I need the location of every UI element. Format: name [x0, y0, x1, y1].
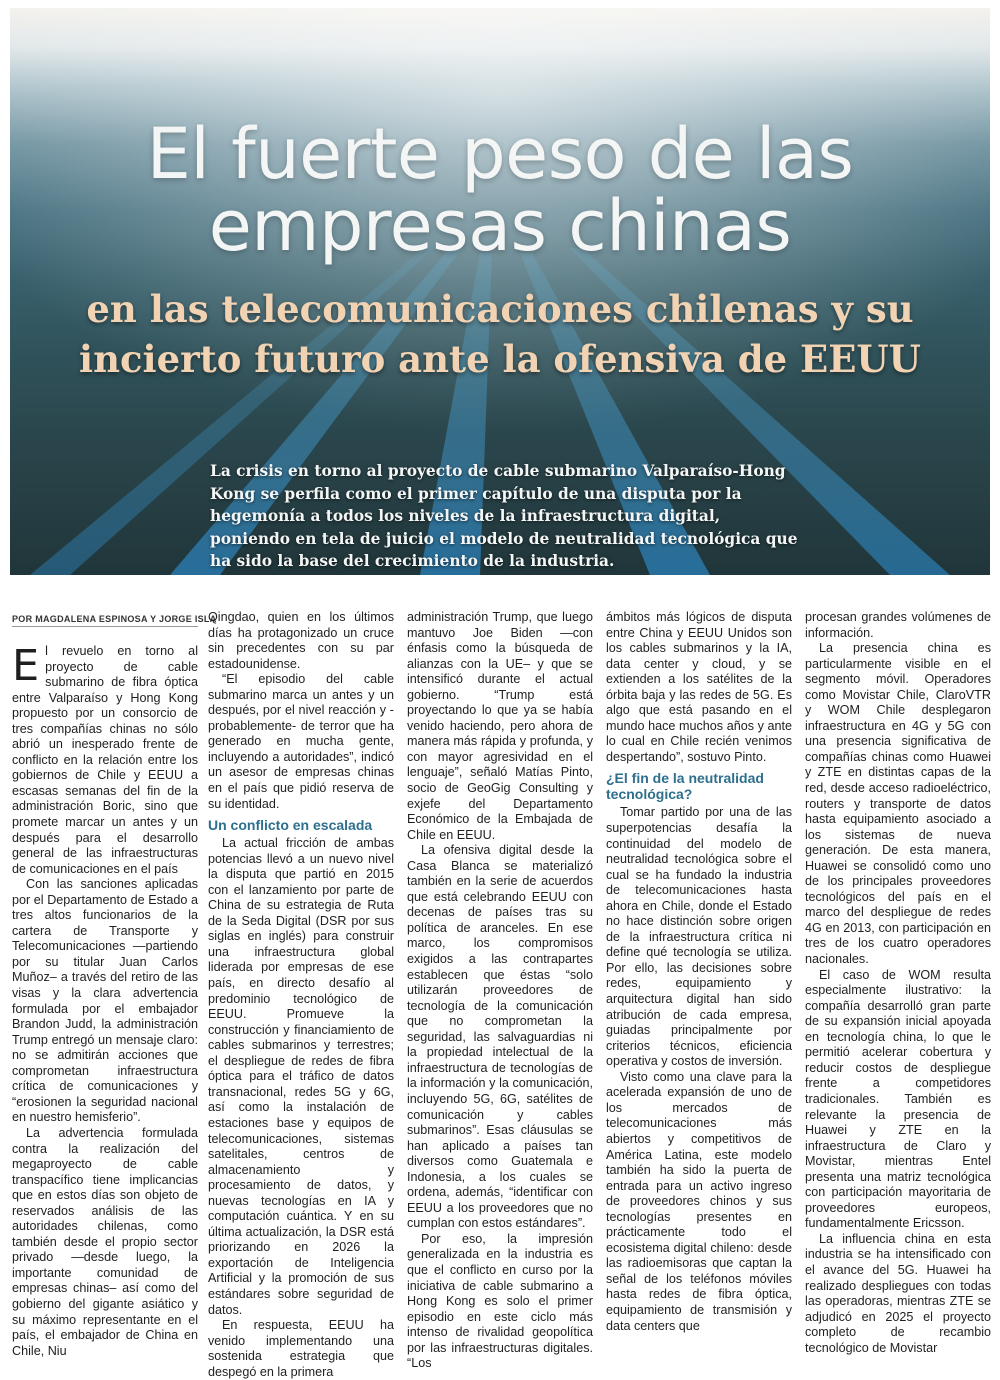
- paragraph: Por eso, la impresión generalizada en la industria es que el conflicto en curso por la iniciativa de cable submarino a Hong Kong es solo el primer episodio en este ciclo más intenso de rivalidad geopolítica por las infraestructuras digitales. “Los: [407, 1231, 593, 1371]
- paragraph: Visto como una clave para la acelerada expansión de uno de los mercados de telecomunicaciones más abiertos y competitivos de América Latina, este modelo también ha sido la puerta de entrada para un activo ingreso de proveedores chinos y sus tecnologías presentes en prácticamente todo el ecosistema digital chileno: desde las radioemisoras que captan la señal de los teléfonos móviles hasta redes de fibra óptica, equipamiento de transmisión y data centers que: [606, 1069, 792, 1333]
- paragraph: La actual fricción de ambas potencias llevó a un nuevo nivel la disputa que partió en 2015 con el lanzamiento por parte de China de su estrategia de Ruta de la Seda Digital (DSR por sus siglas en inglés) para construir una infraestructura global liderada por empresas de ese país, en directo desafío al predominio tecnológico de EEUU. Promueve la construcción y financiamiento de cables submarinos y terrestres; el despliegue de redes de fibra óptica para el tráfico de datos transnacional, redes 5G y 6G, así como la instalación de estaciones base y equipos de telecomunicaciones, sistemas satelitales, centros de almacenamiento y procesamiento de datos, y nuevas tecnologías en IA y computación cuántica. Y en su última actualización, la DSR está priorizando en 2026 la exportación de Inteligencia Artificial y la promoción de sus estándares sobre seguridad de datos.: [208, 836, 394, 1317]
- paragraph: Con las sanciones aplicadas por el Departamento de Estado a tres altos funcionarios de la cartera de Transporte y Telecomunicaciones —partiendo por su titular Juan Carlos Muñoz– a través del retiro de las visas y la clara advertencia formulada por el embajador Brandon Judd, la administración Trump entregó un mensaje claro: no se admitirán acciones que comprometan infraestructura crítica de comunicaciones y “erosionen la seguridad nacional en nuestro hemisferio”.: [12, 877, 198, 1125]
- column-3: [407, 610, 593, 1372]
- paragraph: ámbitos más lógicos de disputa entre China y EEUU Unidos son los cables submarinos y la IA, data center y cloud, y se extienden a los satélites de la órbita baja y las redes de 5G. Es algo que está pasando en el mundo hace muchos años y ante lo cual en Chile recién venimos despertando”, sostuvo Pinto.: [606, 610, 792, 764]
- section-heading: Un conflicto en escalada: [208, 817, 373, 834]
- hero-image: [10, 8, 990, 575]
- byline-divider: [12, 626, 198, 627]
- paragraph: El revuelo en torno al proyecto de cable submarino de fibra óptica entre Valparaíso y Hong Kong propuesto por un consorcio de tres compañías chinas no sólo abrió un inesperado frente de conflicto en la relación entre los gobiernos de Chile y EEUU a escasas semanas del fin de la administración Boric, sino que promete marcar un antes y un después para el desarrollo general de las infraestructuras de comunicaciones en el país: [12, 641, 198, 876]
- paragraph: La presencia china es particularmente visible en el segmento móvil. Operadores como Movistar Chile, ClaroVTR y WOM Chile desplegaron infraestructura en 4G y 5G con una presencia significativa de compañías chinas como Huawei y ZTE en distintas capas de la red, desde acceso radioeléctrico, routers y transporte de datos hasta equipamiento asociado a los sistemas de nueva generación. De esta manera, Huawei se consolidó como uno de los principales proveedores tecnológicos del país en el marco del despliegue de redes 4G en 2013, con participación en tres de los cuatro operadores nacionales.: [805, 641, 991, 967]
- drop-cap: E: [12, 641, 40, 691]
- paragraph: En respuesta, EEUU ha venido implementando una sostenida estrategia que despegó en la primera: [208, 1318, 394, 1379]
- section-heading: ¿El fin de la neutralidad tecnológica?: [606, 770, 764, 803]
- paragraph: La advertencia formulada contra la realización del megaproyecto de cable transpacífico tiene implicancias que en estos días son objeto de reservados análisis de las autoridades chilenas, como también desde el propio sector privado —desde luego, la importante comunidad de empresas chinas– así como del gobierno del gigante asiático y su máximo representante en el país, el embajador de China en Chile, Niu: [12, 1125, 198, 1358]
- paragraph: Tomar partido por una de las superpotencias desafía la continuidad del modelo de neutralidad tecnológica sobre el cual se ha fundado la industria de telecomunicaciones hasta ahora en Chile, donde el Estado no hace distinción sobre origen de la infraestructura crítica ni define qué tecnología se utiliza. Por ello, las decisiones sobre redes, equipamiento y arquitectura digital han sido atribución de cada empresa, guiadas principalmente por criterios técnicos, eficiencia operativa y costos de inversión.: [606, 805, 792, 1069]
- paragraph: El caso de WOM resulta especialmente ilustrativo: la compañía desarrolló gran parte de su expansión inicial apoyada en tecnología china, lo que le permitió acelerar cobertura y reducir costos de despliegue frente a competidores tradicionales. También es relevante la presencia de Huawei y ZTE en la infraestructura de Claro y Movistar, mientras Entel presenta una matriz tecnológica con participación mayoritaria de proveedores europeos, fundamentalmente Ericsson.: [805, 967, 991, 1231]
- column-4: [606, 610, 792, 1334]
- paragraph: Qingdao, quien en los últimos días ha protagonizado un cruce sin precedentes con su par estadounidense.: [208, 610, 394, 671]
- paragraph: “El episodio del cable submarino marca un antes y un después, por el nivel reacción y -probablemente- de terror que ha generado en mucha gente, incluyendo a autoridades”, indicó un asesor de empresas chinas en el país que pidió reserva de su identidad.: [208, 672, 394, 811]
- lead-paragraph: La crisis en torno al proyecto de cable submarino Valparaíso-Hong Kong se perfila como el primer capítulo de una disputa por la hegemonía a todos los niveles de la infraestructura digital, poniendo en tela de juicio el modelo de neutralidad tecnológica que ha sido la base del crecimiento de la industria.: [210, 462, 798, 570]
- subheadline: en las telecomunicaciones chilenas y su incierto futuro ante la ofensiva de EEUU: [79, 287, 921, 381]
- column-2: [208, 610, 394, 1380]
- paragraph: procesan grandes volúmenes de información.: [805, 610, 991, 640]
- paragraph: La ofensiva digital desde la Casa Blanca se materializó también en la serie de acuerdos que está celebrando EEUU con decenas de países tras su política de aranceles. En ese marco, los compromisos exigidos a las contrapartes establecen que éstas “solo utilizarán proveedores de tecnología de la comunicación que no comprometan la seguridad, las salvaguardias ni la propiedad intelectual de la infraestructura de tecnologías de la información y la comunicación, incluyendo 5G, 6G, satélites de comunicación y cables submarinos”. Esas cláusulas se han aplicado a países tan diversos como Guatemala e Indonesia, a los cuales se ordena, además, “identificar con EEUU a los proveedores que no cumplan con estos estándares”.: [407, 843, 593, 1231]
- column-5: [805, 610, 991, 1356]
- headline: El fuerte peso de las empresas chinas: [146, 113, 854, 267]
- column-1: [12, 641, 198, 1359]
- paragraph: administración Trump, que luego mantuvo Joe Biden —con énfasis como la búsqueda de alianzas con la UE– y que se intensificó durante el actual gobierno. “Trump está proyectando lo que ya se había venido haciendo, pero ahora de manera más rápida y profunda, y con mayor agresividad en el lenguaje”, señaló Matías Pinto, socio de GeoGig Consulting y exjefe del Departamento Económico de la Embajada de Chile en EEUU.: [407, 610, 593, 842]
- byline: POR MAGDALENA ESPINOSA Y JORGE ISLA: [12, 614, 217, 624]
- paragraph: La influencia china en esta industria se ha intensificado con el avance del 5G. Huawei ha realizado despliegues con todas las operadoras, mientras ZTE se adjudicó en 2025 el proyecto completo de recambio tecnológico de Movistar: [805, 1231, 991, 1355]
